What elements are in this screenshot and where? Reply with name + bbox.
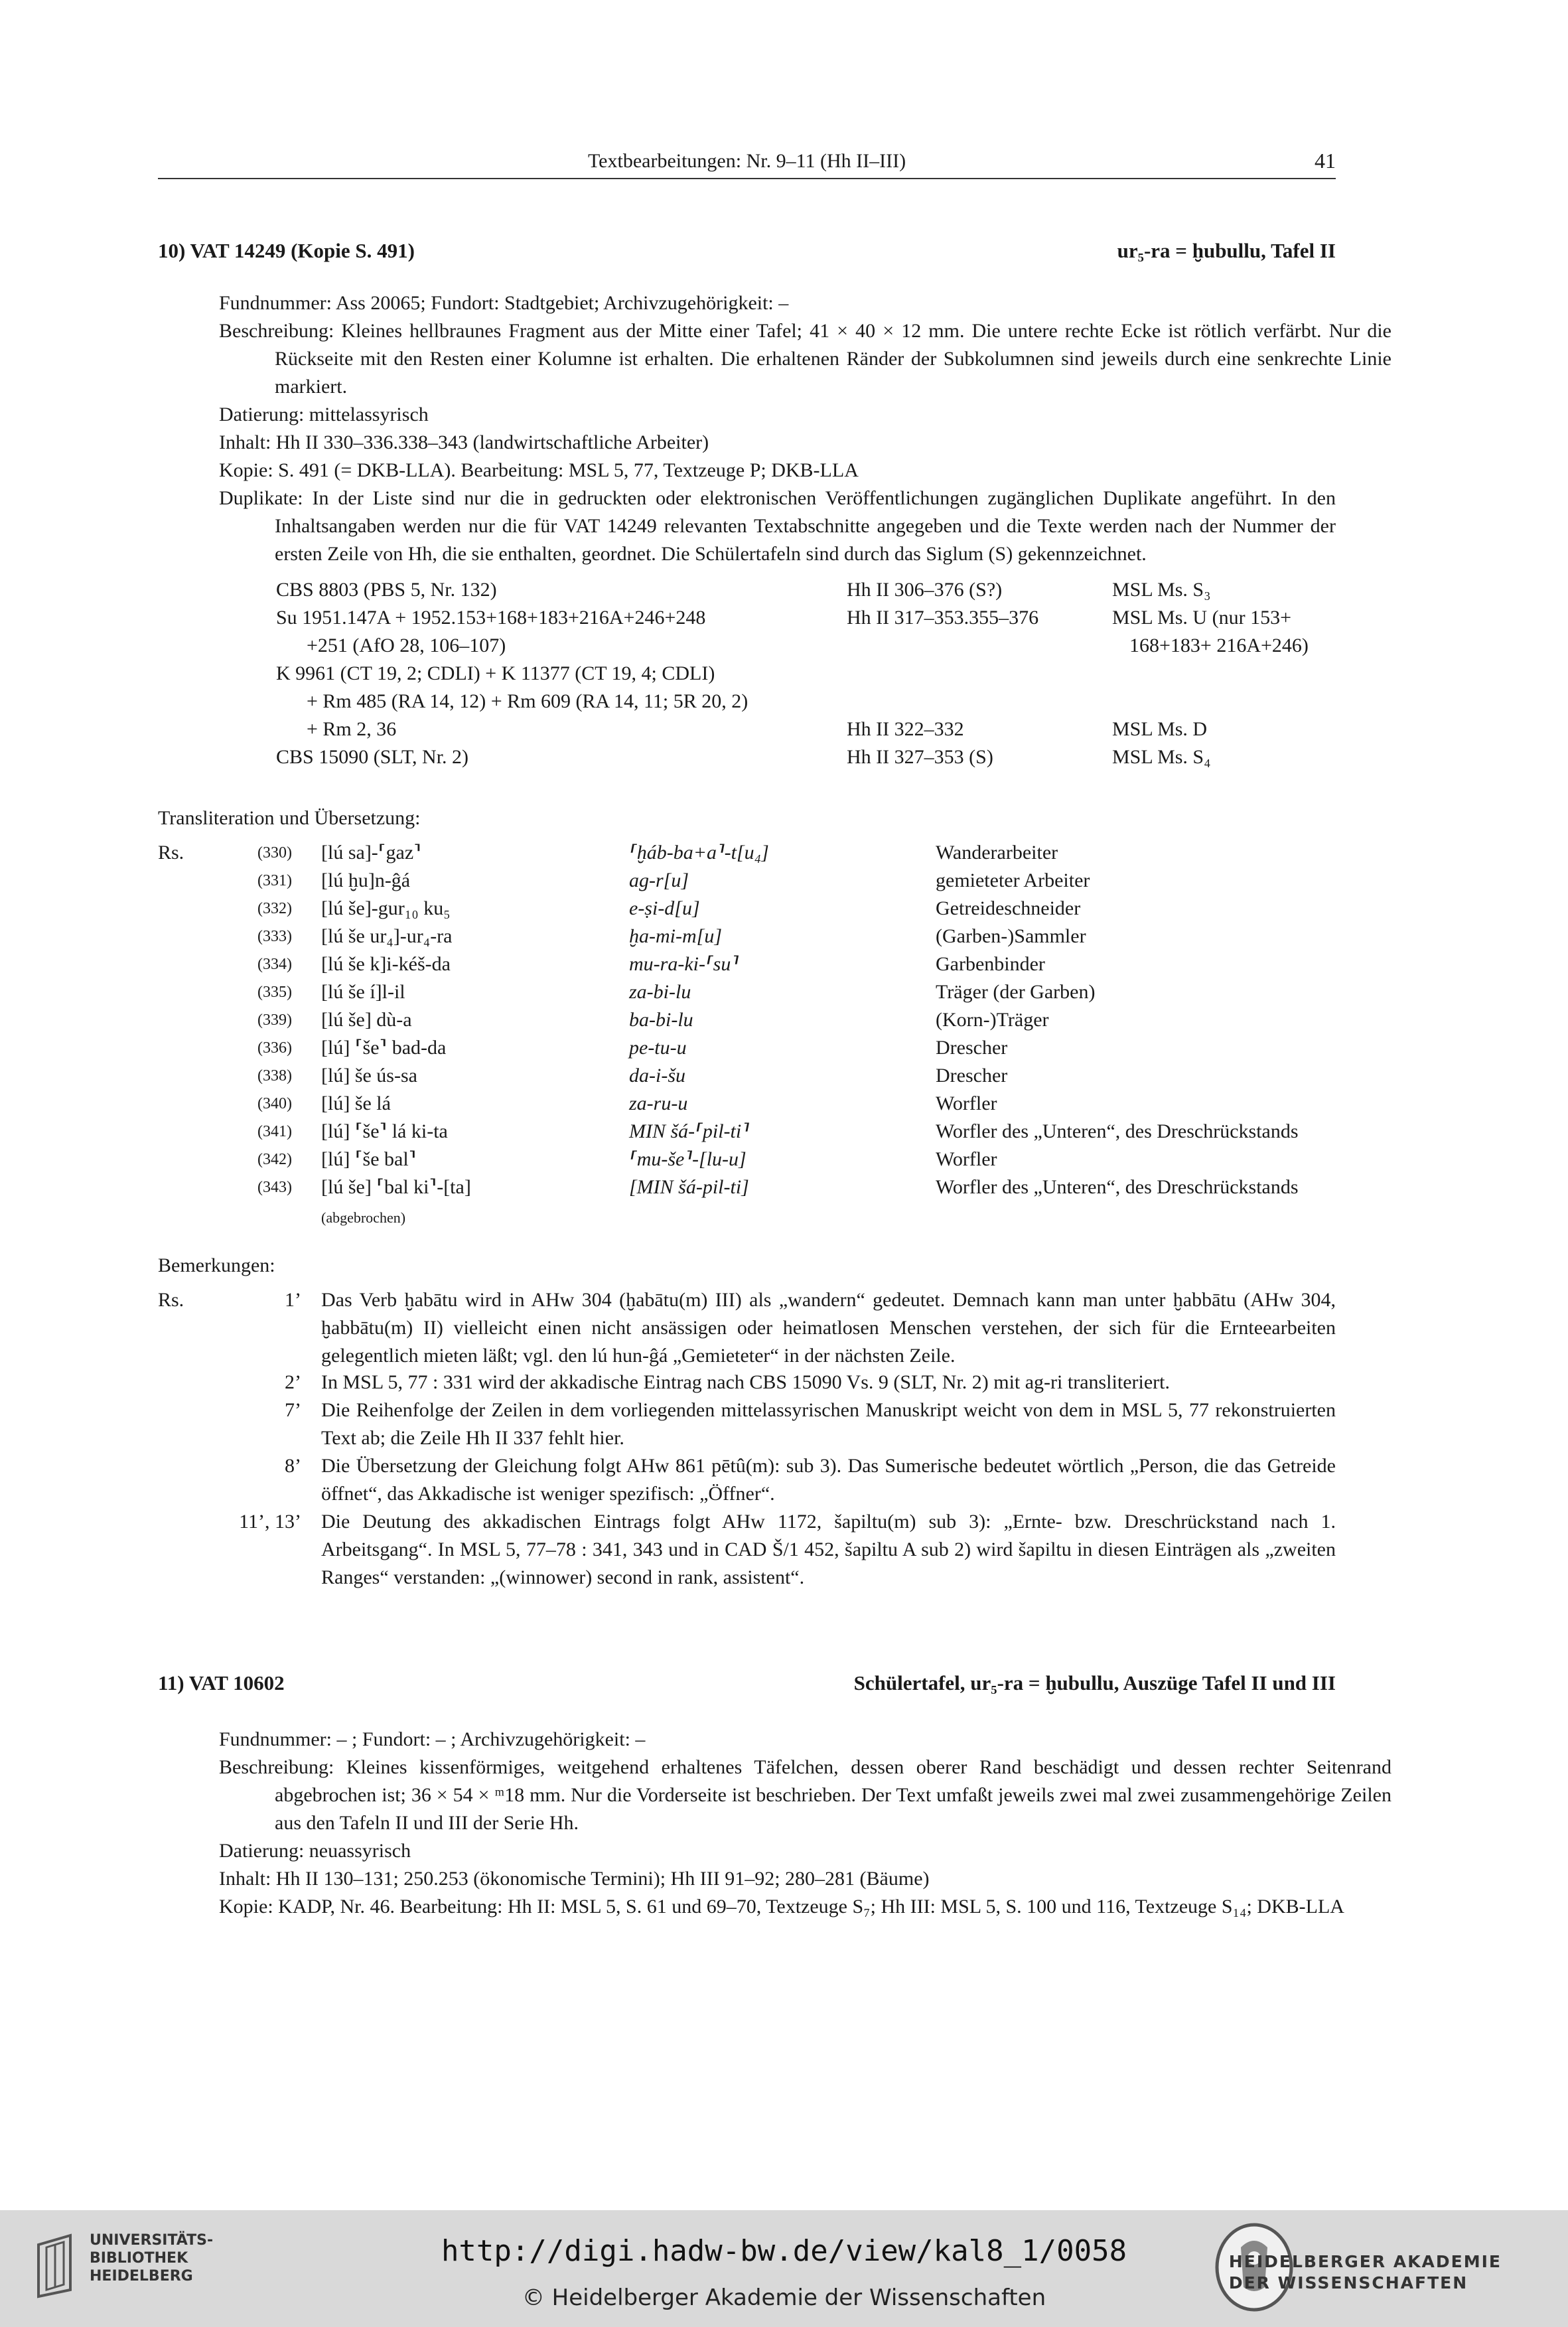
inhalt-10: Inhalt: Hh II 330–336.338–343 (landwirtschaftliche Arbeiter): [219, 431, 709, 453]
hh-number: (343): [257, 1179, 292, 1196]
remark-line-ref: 1’: [285, 1289, 301, 1311]
akkadian-text: ḫa-mi-m[u]: [629, 925, 722, 947]
dup-source: + Rm 485 (RA 14, 12) + Rm 609 (RA 14, 11; 5R 20, 2): [307, 690, 748, 712]
dup-source: CBS 8803 (PBS 5, Nr. 132): [276, 579, 497, 601]
dup-msl: 168+183+ 216A+246): [1129, 635, 1309, 656]
fundnummer-10: Fundnummer: Ass 20065; Fundort: Stadtgebiet; Archivzugehörigkeit: –: [219, 292, 789, 314]
german-translation: Garbenbinder: [936, 953, 1045, 975]
akkadian-text: ba-bi-lu: [629, 1009, 693, 1031]
hh-number: (341): [257, 1123, 292, 1140]
remarks-heading: Bemerkungen:: [158, 1254, 275, 1276]
dup-range: Hh II 317–353.355–376: [847, 607, 1039, 629]
akkadian-text: za-ru-u: [629, 1092, 688, 1114]
library-line: HEIDELBERG: [90, 2268, 193, 2285]
dup-range: Hh II 327–353 (S): [847, 746, 993, 768]
german-translation: (Korn-)Träger: [936, 1009, 1049, 1031]
running-header: [158, 147, 1336, 179]
german-translation: Worfler des „Unteren“, des Dreschrückstands: [936, 1120, 1299, 1142]
remark-line-ref: 8’: [285, 1455, 301, 1477]
sumerian-text: [lú še ur₄]-ur₄-ra: [321, 925, 453, 947]
running-title: Textbearbeitungen: Nr. 9–11 (Hh II–III): [587, 150, 906, 172]
dup-msl: MSL Ms. S₃: [1112, 579, 1211, 601]
sumerian-text: [lú še k]i-kéš-da: [321, 953, 451, 975]
akkadian-text: pe-tu-u: [629, 1037, 687, 1059]
sumerian-text: [lú sa]-⸢gaz⸣: [321, 842, 421, 863]
dup-msl: MSL Ms. S₄: [1112, 746, 1211, 768]
section-11-heading: 11) VAT 10602: [158, 1671, 285, 1694]
dup-source: +251 (AfO 28, 106–107): [307, 635, 506, 656]
footer-bar: [0, 2210, 1568, 2327]
remark-line-ref: 7’: [285, 1399, 301, 1421]
sumerian-text: [lú] še lá: [321, 1092, 391, 1114]
section-10-series: ur₅-ra = ḫubullu, Tafel II: [1117, 239, 1336, 262]
hh-number: (340): [257, 1095, 292, 1112]
dup-source: CBS 15090 (SLT, Nr. 2): [276, 746, 469, 768]
hh-number: (335): [257, 984, 292, 1001]
library-line: BIBLIOTHEK: [90, 2250, 188, 2267]
sumerian-text: [lú še]-gur₁₀ ku₅: [321, 897, 451, 919]
dup-range: Hh II 306–376 (S?): [847, 579, 1003, 601]
remark-line-ref: 2’: [285, 1371, 301, 1393]
dup-source: + Rm 2, 36: [307, 718, 397, 740]
sumerian-text: [lú] ⸢še⸣ bad-da: [321, 1037, 447, 1059]
remark-text: Die Reihenfolge der Zeilen in dem vorliegenden mittelassyrischen Manuskript weicht von dem in MSL 5, 77 rekonstruierten Text ab; die Zeile Hh II 337 fehlt hier.: [321, 1399, 1336, 1449]
akkadian-text: mu-ra-ki-⸢su⸣: [629, 953, 739, 975]
akkadian-text: [MIN šá-pil-ti]: [629, 1176, 749, 1198]
german-translation: Drescher: [936, 1065, 1008, 1087]
hh-number: (332): [257, 900, 292, 917]
hh-number: (334): [257, 956, 292, 973]
german-translation: Träger (der Garben): [936, 981, 1096, 1003]
akkadian-text: da-i-šu: [629, 1065, 685, 1087]
remark-text: Das Verb ḫabātu wird in AHw 304 (ḫabātu(m) III) als „wandern“ gedeutet. Demnach kann man unter ḫabbātu (AHw 304, ḫabbātu(m) II) vielleicht einen nicht ansässigen oder heimatlosen Menschen verstehen, der sich für die Ernteearbeiten gelegentlich mieten läßt; vgl. den lú hun-ĝá „Gemieteter“ in der nächsten Zeile.: [321, 1289, 1336, 1367]
transliteration-table: [158, 839, 1336, 1211]
hh-number: (339): [257, 1012, 292, 1029]
akkadian-text: MIN šá-⸢pil-ti⸣: [629, 1120, 749, 1142]
duplicates-table: [276, 576, 1336, 775]
duplikate-10: Duplikate: In der Liste sind nur die in gedruckten oder elektronischen Veröffentlichungen zugänglichen Duplikate angeführt. In den Inhaltsangaben werden nur die für VAT 14249 relevanten Textabschnitte angegeben und die Texte werden nach der Nummer der ersten Zeile von Hh, die sie enthalten, geordnet. Die Schülertafeln sind durch das Siglum (S) gekennzeichnet.: [219, 487, 1336, 565]
inhalt-11: Inhalt: Hh II 130–131; 250.253 (ökonomische Termini); Hh III 91–92; 280–281 (Bäume): [219, 1868, 930, 1890]
german-translation: Drescher: [936, 1037, 1008, 1059]
hh-number: (342): [257, 1151, 292, 1168]
section-11-series: Schülertafel, ur₅-ra = ḫubullu, Auszüge Tafel II und III: [853, 1671, 1336, 1694]
kopie-11: Kopie: KADP, Nr. 46. Bearbeitung: Hh II: MSL 5, S. 61 und 69–70, Textzeuge S₇; Hh III: MSL 5, S. 100 und 116, Textzeuge S₁₄; DKB-LLA: [219, 1896, 1344, 1917]
remark-text: Die Deutung des akkadischen Eintrags folgt AHw 1172, šapiltu(m) sub 3): „Ernte- bzw. Dreschrückstand nach 1. Arbeitsgang“. In MSL 5, 77–78 : 341, 343 und in CAD Š/1 452, šapiltu A sub 2) wird šapiltu in diesen Einträgen als „zweiten Ranges“ verstanden: „(winnower) second in rank, assistent“.: [321, 1511, 1336, 1588]
sumerian-text: [lú še] dù-a: [321, 1009, 412, 1031]
german-translation: Worfler des „Unteren“, des Dreschrückstands: [936, 1176, 1299, 1198]
hh-number: (336): [257, 1039, 292, 1057]
dup-source: K 9961 (CT 19, 2; CDLI) + K 11377 (CT 19, 4; CDLI): [276, 662, 715, 684]
remark-text: In MSL 5, 77 : 331 wird der akkadische Eintrag nach CBS 15090 Vs. 9 (SLT, Nr. 2) mit ag-ri transliteriert.: [321, 1371, 1170, 1393]
beschreibung-11: Beschreibung: Kleines kissenförmiges, weitgehend erhaltenes Täfelchen, dessen oberer Rand beschädigt und dessen rechter Seitenrand abgebrochen ist; 36 × 54 × ᵐ18 mm. Nur die Vorderseite ist beschrieben. Der Text umfaßt jeweils zwei mal zwei zusammengehörige Zeilen aus den Tafeln II und III der Serie Hh.: [219, 1756, 1391, 1834]
dup-source: Su 1951.147A + 1952.153+168+183+216A+246+248: [276, 607, 706, 629]
akkadian-text: ag-r[u]: [629, 869, 689, 891]
page-number: 41: [1315, 149, 1336, 173]
sumerian-text: [lú še] ⸢bal ki⸣-[ta]: [321, 1176, 471, 1198]
library-line: UNIVERSITÄTS-: [90, 2232, 214, 2249]
hh-number: (330): [257, 844, 292, 862]
german-translation: gemieteter Arbeiter: [936, 869, 1090, 891]
german-translation: Getreideschneider: [936, 897, 1081, 919]
permalink-url[interactable]: http://digi.hadw-bw.de/view/kal8_1/0058: [441, 2234, 1127, 2268]
remark-side: Rs.: [158, 1289, 184, 1311]
german-translation: Worfler: [936, 1148, 997, 1170]
fundnummer-11: Fundnummer: – ; Fundort: – ; Archivzugehörigkeit: –: [219, 1728, 646, 1750]
side-label-rs: Rs.: [158, 842, 184, 863]
section-10-heading: 10) VAT 14249 (Kopie S. 491): [158, 239, 415, 262]
datierung-10: Datierung: mittelassyrisch: [219, 404, 429, 425]
akkadian-text: ⸢ḫáb-ba+a⸣-t[u₄]: [629, 842, 769, 863]
sumerian-text: [lú] ⸢še bal⸣: [321, 1148, 417, 1170]
academy-line: DER WISSENSCHAFTEN: [1228, 2273, 1468, 2292]
akkadian-text: ⸢mu-še⸣-[lu-u]: [629, 1148, 747, 1170]
sumerian-text: [lú] še ús-sa: [321, 1065, 417, 1087]
sumerian-text: [lú] ⸢še⸣ lá ki-ta: [321, 1120, 448, 1142]
broken-note: (abgebrochen): [321, 1209, 406, 1226]
academy-name: [1229, 2251, 1502, 2294]
academy-line: HEIDELBERGER AKADEMIE: [1228, 2252, 1502, 2271]
german-translation: Wanderarbeiter: [936, 842, 1058, 863]
remark-text: Die Übersetzung der Gleichung folgt AHw 861 pētû(m): sub 3). Das Sumerische bedeutet wörtlich „Person, die das Getreide öffnet“, das Akkadische ist weniger spezifisch: „Öffner“.: [321, 1455, 1336, 1505]
beschreibung-10: Beschreibung: Kleines hellbraunes Fragment aus der Mitte einer Tafel; 41 × 40 × 12 mm. Die untere rechte Ecke ist rötlich verfärbt. Nur die Rückseite mit den Resten einer Kolumne ist erhalten. Die erhaltenen Ränder der Subkolumnen sind jeweils durch eine senkrechte Linie markiert.: [219, 320, 1391, 398]
hh-number: (333): [257, 928, 292, 945]
sumerian-text: [lú ḫu]n-ĝá: [321, 869, 411, 891]
remarks-list: [158, 1286, 1336, 1598]
hh-number: (338): [257, 1067, 292, 1085]
kopie-10: Kopie: S. 491 (= DKB-LLA). Bearbeitung: MSL 5, 77, Textzeuge P; DKB-LLA: [219, 459, 859, 481]
german-translation: Worfler: [936, 1092, 997, 1114]
akkadian-text: e-ṣi-d[u]: [629, 897, 700, 919]
sumerian-text: [lú še í]l-il: [321, 981, 405, 1003]
hh-number: (331): [257, 872, 292, 889]
akkadian-text: za-bi-lu: [629, 981, 691, 1003]
dup-msl: MSL Ms. U (nur 153+: [1112, 607, 1291, 629]
dup-msl: MSL Ms. D: [1112, 718, 1208, 740]
copyright-notice: © Heidelberger Akademie der Wissenschaften: [522, 2285, 1046, 2311]
translit-heading: Transliteration und Übersetzung:: [158, 807, 421, 829]
german-translation: (Garben-)Sammler: [936, 925, 1086, 947]
dup-range: Hh II 322–332: [847, 718, 964, 740]
remark-line-ref: 11’, 13’: [239, 1511, 301, 1533]
datierung-11: Datierung: neuassyrisch: [219, 1840, 411, 1862]
